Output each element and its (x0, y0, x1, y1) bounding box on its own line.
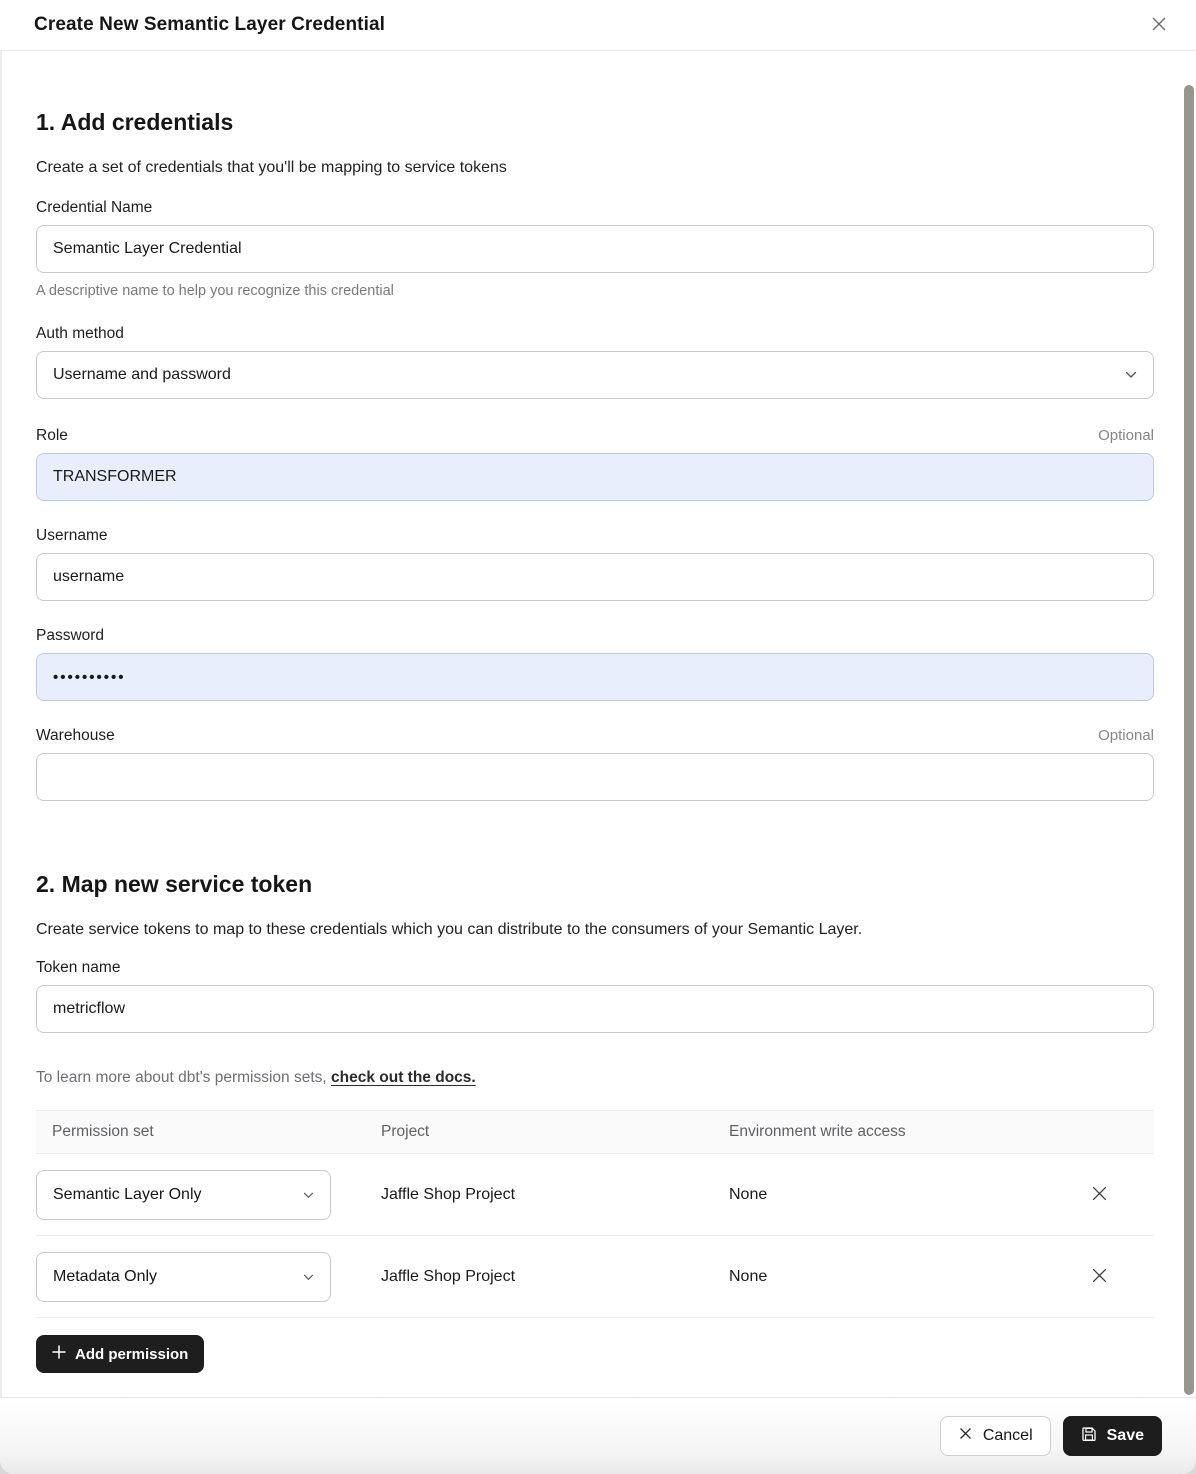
permission-set-select[interactable] (36, 1170, 331, 1220)
save-icon (1081, 1426, 1097, 1447)
modal-title: Create New Semantic Layer Credential (34, 14, 386, 35)
password-label: Password (36, 627, 105, 644)
role-label: Role (36, 427, 68, 444)
docs-text: To learn more about dbt's permission sets, (36, 1069, 332, 1086)
auth-method-select[interactable] (36, 351, 1154, 399)
save-label: Save (1106, 1427, 1144, 1444)
permissions-table-header (36, 1110, 1154, 1154)
modal-footer (0, 1397, 1196, 1474)
section2-heading: 2. Map new service token (36, 871, 313, 897)
credential-name-helper: A descriptive name to help you recognize this credential (36, 283, 394, 299)
scrollbar-thumb[interactable] (1184, 85, 1194, 1395)
col-header-permission-set: Permission set (52, 1123, 154, 1140)
permission-set-select[interactable] (36, 1252, 331, 1302)
project-cell: Jaffle Shop Project (381, 1267, 516, 1285)
cancel-label: Cancel (982, 1427, 1033, 1444)
credential-name-input[interactable] (36, 225, 1154, 273)
close-icon (1150, 15, 1168, 36)
section1-heading: 1. Add credentials (36, 109, 234, 135)
docs-line (36, 1069, 1154, 1087)
add-permission-label: Add permission (75, 1345, 189, 1363)
docs-link[interactable]: check out the docs. (331, 1069, 476, 1086)
permissions-table (36, 1110, 1154, 1318)
close-icon (1090, 1184, 1109, 1206)
close-button[interactable] (1146, 11, 1172, 40)
table-row (36, 1154, 1154, 1236)
col-header-env-write-access: Environment write access (729, 1123, 906, 1140)
section1-description: Create a set of credentials that you'll be mapping to service tokens (36, 159, 507, 176)
section2-description: Create service tokens to map to these credentials which you can distribute to the consumers of your Semantic Layer. (36, 921, 863, 938)
env-write-access-cell: None (729, 1185, 768, 1203)
cancel-button[interactable] (940, 1416, 1051, 1456)
plus-icon (52, 1345, 66, 1363)
permission-set-value: Metadata Only (53, 1267, 158, 1285)
role-optional-tag: Optional (1098, 427, 1154, 444)
remove-row-button[interactable] (1086, 1180, 1113, 1210)
close-icon (958, 1426, 973, 1446)
username-label: Username (36, 527, 108, 544)
role-input[interactable] (36, 453, 1154, 501)
add-permission-button[interactable] (36, 1335, 204, 1373)
permission-set-value: Semantic Layer Only (53, 1185, 202, 1203)
warehouse-optional-tag: Optional (1098, 727, 1154, 744)
credential-name-label: Credential Name (36, 199, 153, 216)
chevron-down-icon (303, 1268, 314, 1286)
password-input[interactable] (36, 653, 1154, 701)
modal-body (0, 51, 1196, 1397)
token-name-label: Token name (36, 959, 121, 976)
col-header-project: Project (381, 1123, 430, 1140)
remove-row-button[interactable] (1086, 1262, 1113, 1292)
token-name-input[interactable] (36, 985, 1154, 1033)
username-input[interactable] (36, 553, 1154, 601)
close-icon (1090, 1266, 1109, 1288)
table-row (36, 1236, 1154, 1318)
warehouse-input[interactable] (36, 753, 1154, 801)
warehouse-label: Warehouse (36, 727, 115, 744)
chevron-down-icon (303, 1186, 314, 1204)
save-button[interactable] (1063, 1416, 1162, 1456)
modal-header (0, 0, 1196, 51)
chevron-down-icon (1125, 366, 1137, 384)
env-write-access-cell: None (729, 1267, 768, 1285)
auth-method-label: Auth method (36, 325, 124, 342)
auth-method-value: Username and password (53, 366, 231, 383)
project-cell: Jaffle Shop Project (381, 1185, 516, 1203)
